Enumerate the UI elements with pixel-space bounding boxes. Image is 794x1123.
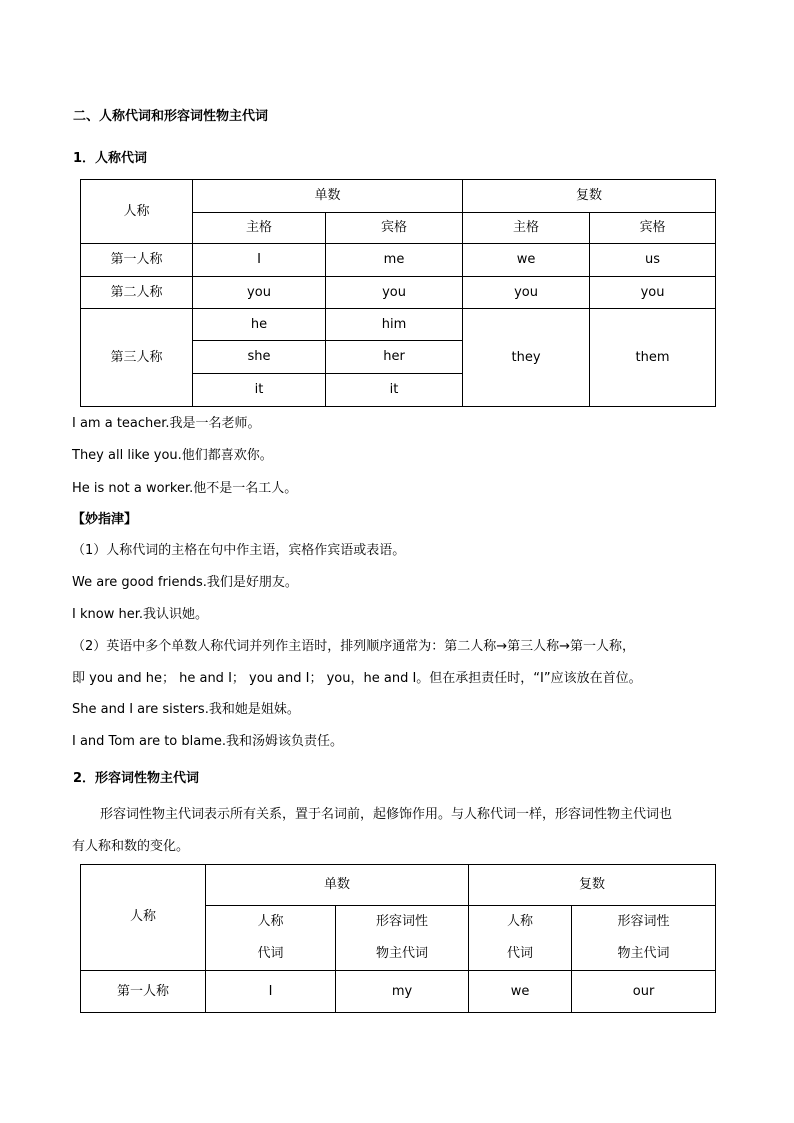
table2-plural-header: 复数 (469, 865, 716, 906)
table-cell: it (326, 374, 463, 407)
table-cell: you (193, 277, 326, 309)
table-cell: her (326, 341, 463, 374)
example-sentence: I and Tom are to blame.我和汤姆该负责任。 (72, 734, 344, 749)
example-sentence: She and I are sisters.我和她是姐妹。 (72, 702, 300, 717)
subheader-line: 物主代词 (376, 946, 429, 961)
table1-subheader: 宾格 (590, 213, 716, 244)
table2-subheader (572, 906, 716, 971)
table1-row-third-person (81, 309, 716, 341)
tip-rule-1: （1）人称代词的主格在句中作主语，宾格作宾语或表语。 (72, 543, 406, 558)
personal-pronoun-table (80, 179, 716, 407)
table1-corner-header: 人称 (81, 180, 193, 244)
table1-row-first-person (81, 244, 716, 277)
tip-rule-2-cont: 即 you and he； he and I； you and I； you，he and I。但在承担责任时，“I”应该放在首位。 (72, 671, 642, 686)
table2-corner-header: 人称 (81, 865, 206, 971)
subheader-line: 物主代词 (617, 946, 670, 961)
table-cell: me (326, 244, 463, 277)
subheader-line: 人称 (507, 914, 534, 929)
table-cell: us (590, 244, 716, 277)
table-cell: they (463, 309, 590, 407)
example-sentence: I am a teacher.我是一名老师。 (72, 416, 261, 431)
table-cell: we (469, 971, 572, 1013)
example-sentence: I know her.我认识她。 (72, 607, 208, 622)
table2-singular-header: 单数 (206, 865, 469, 906)
table2-subheader (206, 906, 336, 971)
subheader-line: 代词 (507, 946, 534, 961)
table-cell: you (590, 277, 716, 309)
subheader-line: 人称 (257, 914, 284, 929)
table-cell: you (326, 277, 463, 309)
subheader-line: 代词 (257, 946, 284, 961)
table-cell: it (193, 374, 326, 407)
table1-subheader: 主格 (193, 213, 326, 244)
table1-row-second-person (81, 277, 716, 309)
table-cell: our (572, 971, 716, 1013)
table-cell: she (193, 341, 326, 374)
possessive-pronoun-table (80, 864, 716, 1013)
example-sentence: He is not a worker.他不是一名工人。 (72, 481, 298, 496)
table1-subheader: 宾格 (326, 213, 463, 244)
row-label: 第三人称 (81, 309, 193, 407)
row-label: 第二人称 (81, 277, 193, 309)
table2-row-first-person (81, 971, 716, 1013)
example-sentence: They all like you.他们都喜欢你。 (72, 448, 273, 463)
table-cell: him (326, 309, 463, 341)
paragraph-line: 有人称和数的变化。 (72, 839, 190, 854)
table1-plural-header: 复数 (463, 180, 716, 213)
table-cell: them (590, 309, 716, 407)
row-label: 第一人称 (81, 971, 206, 1013)
tip-rule-2: （2）英语中多个单数人称代词并列作主语时，排列顺序通常为：第二人称→第三人称→第一人称， (72, 639, 636, 654)
section-heading: 二、人称代词和形容词性物主代词 (73, 109, 269, 124)
table-cell: we (463, 244, 590, 277)
subheader-line: 形容词性 (617, 914, 670, 929)
subsection-heading-1: 1．人称代词 (73, 151, 148, 166)
subheader-line: 形容词性 (376, 914, 429, 929)
paragraph-line: 形容词性物主代词表示所有关系，置于名词前，起修饰作用。与人称代词一样，形容词性物主代词也 (100, 807, 673, 822)
table-cell: my (336, 971, 469, 1013)
row-label: 第一人称 (81, 244, 193, 277)
table-cell: you (463, 277, 590, 309)
example-sentence: We are good friends.我们是好朋友。 (72, 575, 298, 590)
table-cell: he (193, 309, 326, 341)
tip-title: 【妙指津】 (72, 512, 138, 527)
table-cell: I (206, 971, 336, 1013)
subsection-heading-2: 2．形容词性物主代词 (73, 771, 200, 786)
table2-subheader (469, 906, 572, 971)
table1-singular-header: 单数 (193, 180, 463, 213)
table1-subheader: 主格 (463, 213, 590, 244)
table-cell: I (193, 244, 326, 277)
table2-subheader (336, 906, 469, 971)
